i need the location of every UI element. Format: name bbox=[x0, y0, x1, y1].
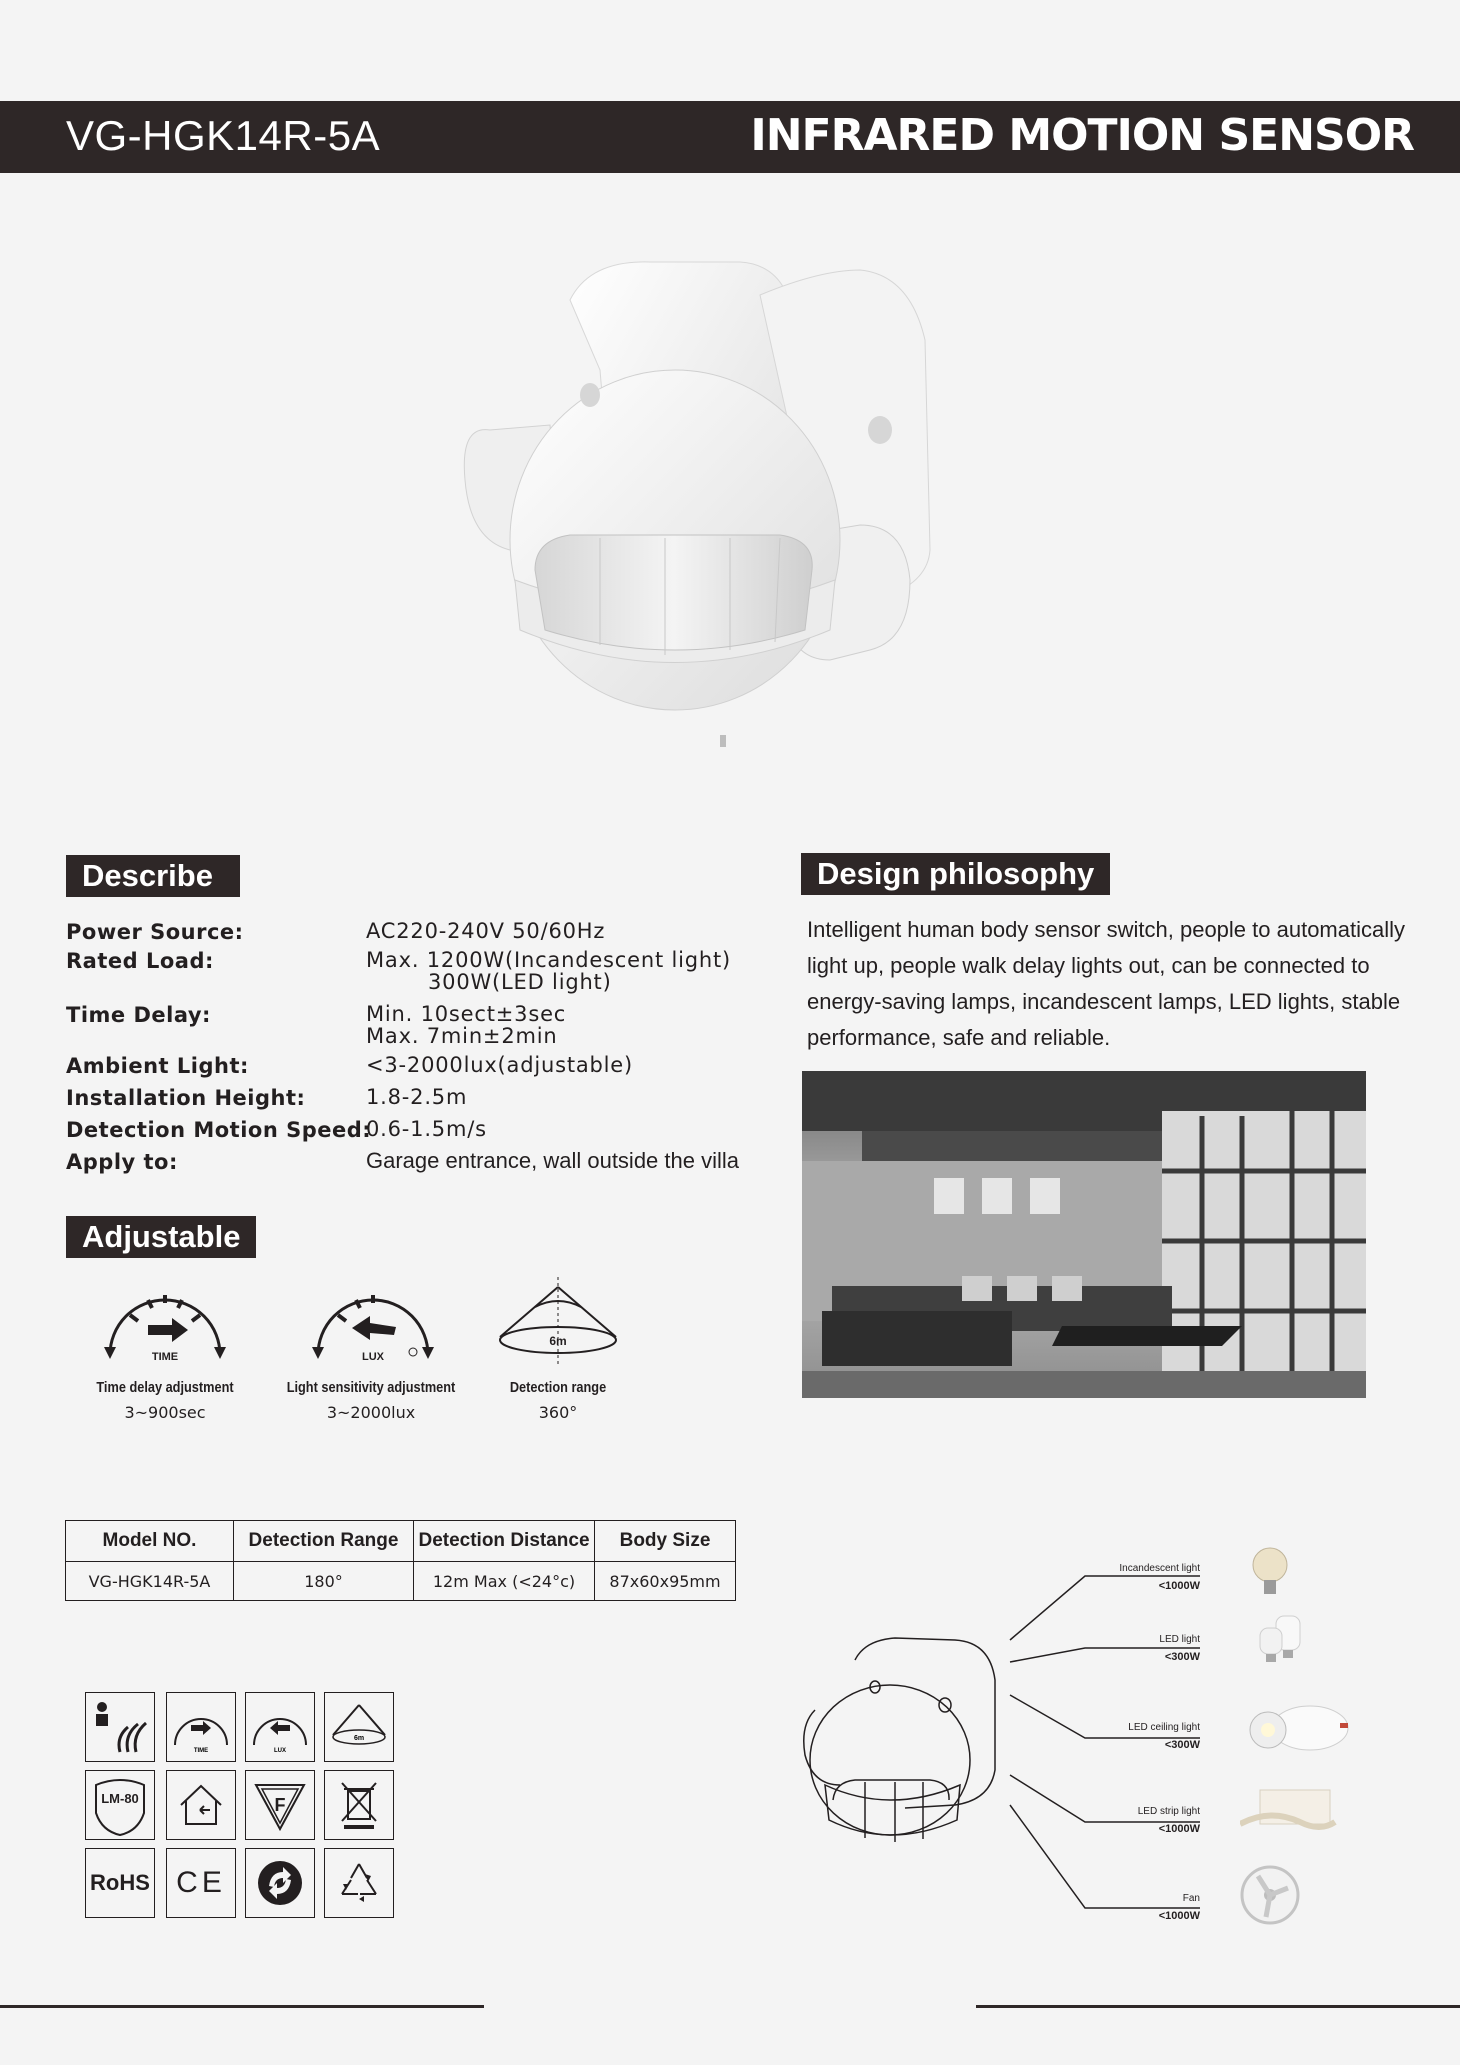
svg-text:TIME: TIME bbox=[193, 1748, 209, 1754]
spec-label: Rated Load: bbox=[66, 949, 214, 973]
range-icon bbox=[324, 1692, 394, 1762]
product-title: INFRARED MOTION SENSOR bbox=[750, 110, 1414, 161]
f-mark-icon bbox=[245, 1770, 315, 1840]
spec-value-secondary: Max. 7min±2min bbox=[366, 1024, 558, 1048]
detection-range-icon bbox=[495, 1275, 625, 1370]
model-title: VG-HGK14R-5A bbox=[66, 112, 381, 159]
recycle-icon bbox=[324, 1848, 394, 1918]
philosophy-text: Intelligent human body sensor switch, people to automatically light up, people walk delay lights out, can be connected to energy-saving lamps, incandescent lamps, LED lights, stable performance, safe and reliable. bbox=[807, 917, 1406, 1050]
svg-text:LM-80: LM-80 bbox=[101, 1791, 139, 1806]
led-bulb-icon bbox=[1260, 1616, 1300, 1662]
load-value: <300W bbox=[1164, 1739, 1200, 1751]
incandescent-bulb-icon bbox=[1253, 1548, 1287, 1594]
philosophy-heading: Design philosophy bbox=[801, 853, 1110, 895]
green-dot-icon bbox=[245, 1848, 315, 1918]
spec-value: <3-2000lux(adjustable) bbox=[366, 1053, 634, 1077]
lm80-badge bbox=[85, 1770, 155, 1840]
time-icon-label: TIME bbox=[151, 1351, 179, 1363]
adjustable-heading: Adjustable bbox=[66, 1216, 256, 1258]
table-header-row bbox=[66, 1521, 736, 1562]
table-header: Body Size bbox=[595, 1521, 736, 1562]
light-sensitivity-icon bbox=[308, 1275, 438, 1370]
ceiling-light-icon bbox=[1250, 1706, 1348, 1750]
footer-line-left bbox=[0, 2005, 484, 2008]
living-room-photo bbox=[802, 1071, 1366, 1398]
motion-sensor-icon bbox=[85, 1692, 155, 1762]
led-strip-icon bbox=[1240, 1790, 1335, 1827]
lux-icon bbox=[245, 1692, 315, 1762]
adjust-value: 3~2000lux bbox=[326, 1403, 416, 1422]
spec-table bbox=[65, 1520, 736, 1601]
load-label: LED ceiling light bbox=[1128, 1722, 1200, 1733]
load-value: <1000W bbox=[1158, 1823, 1200, 1835]
spec-value: Min. 10sect±3sec bbox=[366, 1002, 567, 1026]
load-value: <1000W bbox=[1158, 1910, 1200, 1922]
load-images bbox=[1240, 1540, 1360, 1940]
svg-text:LUX: LUX bbox=[274, 1748, 286, 1754]
product-photo bbox=[450, 250, 1010, 750]
spec-value-secondary: 300W(LED light) bbox=[428, 970, 612, 994]
range-icon-label: 6m bbox=[549, 1334, 567, 1348]
table-cell: 87x60x95mm bbox=[595, 1562, 736, 1601]
rohs-badge: RoHS bbox=[85, 1848, 155, 1918]
svg-text:6m: 6m bbox=[353, 1735, 365, 1742]
time-delay-icon bbox=[100, 1275, 230, 1370]
spec-value: Garage entrance, wall outside the villa bbox=[366, 1148, 739, 1173]
fan-icon bbox=[1242, 1867, 1298, 1923]
lux-icon-label: LUX bbox=[362, 1351, 384, 1363]
spec-value: 0.6-1.5m/s bbox=[366, 1117, 487, 1141]
spec-label: Ambient Light: bbox=[66, 1054, 249, 1078]
adjust-caption: Time delay adjustment bbox=[96, 1379, 234, 1396]
adjust-value: 360° bbox=[538, 1403, 578, 1422]
load-label: Incandescent light bbox=[1119, 1563, 1200, 1574]
adjust-caption: Detection range bbox=[509, 1379, 607, 1396]
load-value: <1000W bbox=[1158, 1580, 1200, 1592]
table-header: Detection Range bbox=[234, 1521, 414, 1562]
load-label: LED light bbox=[1159, 1634, 1200, 1645]
spec-value: Max. 1200W(Incandescent light) bbox=[366, 948, 732, 972]
indoor-use-icon bbox=[166, 1770, 236, 1840]
spec-label: Apply to: bbox=[66, 1150, 178, 1174]
load-value: <300W bbox=[1164, 1651, 1200, 1663]
time-icon bbox=[166, 1692, 236, 1762]
adjust-caption: Light sensitivity adjustment bbox=[286, 1379, 456, 1396]
spec-value: AC220-240V 50/60Hz bbox=[366, 919, 606, 943]
table-cell: 12m Max (<24°c) bbox=[414, 1562, 595, 1601]
spec-value: 1.8-2.5m bbox=[366, 1085, 468, 1109]
table-cell: 180° bbox=[234, 1562, 414, 1601]
footer-line-right bbox=[976, 2005, 1460, 2008]
load-label: Fan bbox=[1182, 1893, 1200, 1904]
ce-mark: CE bbox=[166, 1848, 236, 1918]
spec-label: Time Delay: bbox=[66, 1003, 211, 1027]
table-header: Detection Distance bbox=[414, 1521, 595, 1562]
load-label: LED strip light bbox=[1137, 1806, 1200, 1817]
table-cell: VG-HGK14R-5A bbox=[66, 1562, 234, 1601]
table-header: Model NO. bbox=[66, 1521, 234, 1562]
spec-label: Detection Motion Speed: bbox=[66, 1118, 372, 1142]
describe-heading: Describe bbox=[66, 855, 240, 897]
table-row bbox=[66, 1562, 736, 1601]
adjust-value: 3~900sec bbox=[124, 1403, 206, 1422]
spec-label: Power Source: bbox=[66, 920, 244, 944]
weee-bin-icon bbox=[324, 1770, 394, 1840]
svg-text:F: F bbox=[274, 1795, 286, 1815]
spec-label: Installation Height: bbox=[66, 1086, 306, 1110]
